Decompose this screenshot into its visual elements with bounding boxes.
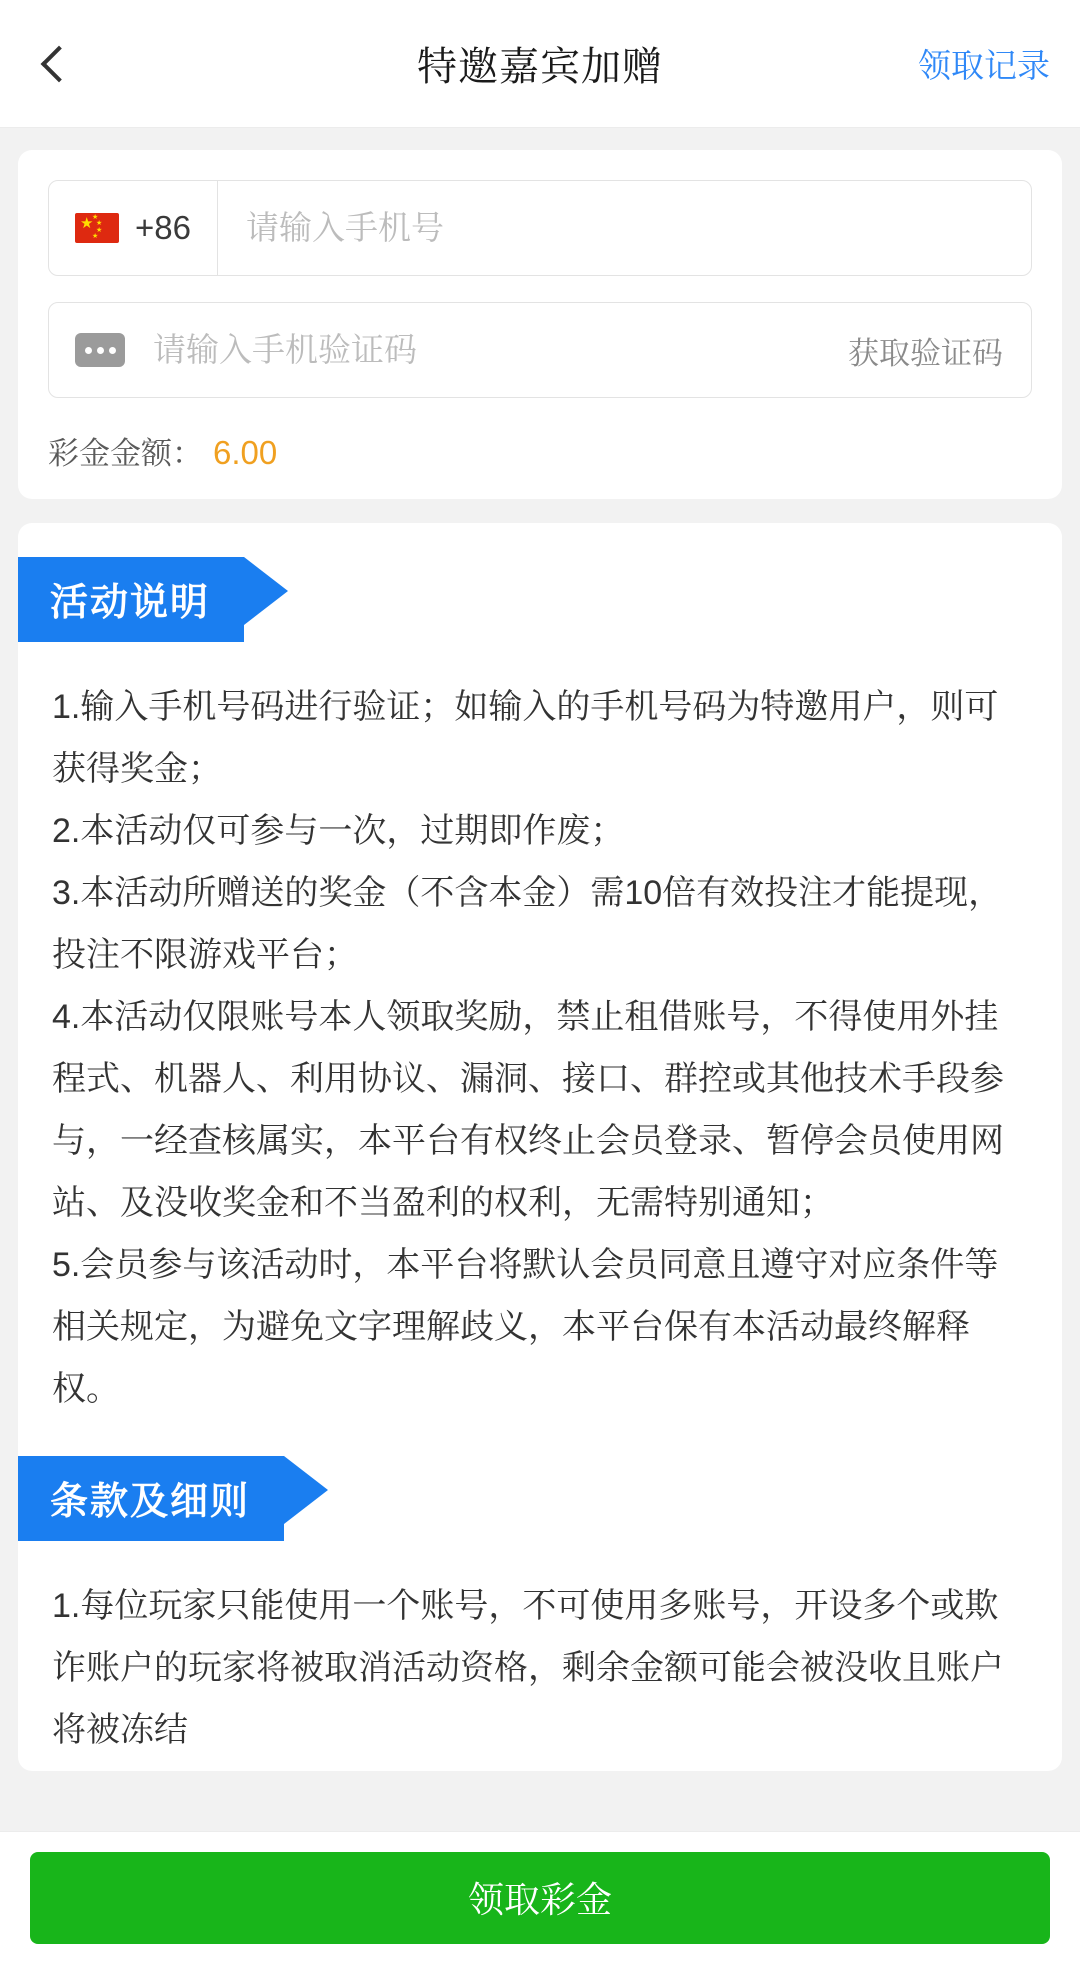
activity-rules-body — [18, 642, 1062, 1430]
rule-line: 5.会员参与该活动时，本平台将默认会员同意且遵守对应条件等相关规定，为避免文字理解歧义，本平台保有本活动最终解释权。 — [52, 1246, 999, 1408]
dots-icon — [75, 333, 125, 367]
claim-records-link[interactable]: 领取记录 — [918, 47, 1050, 84]
rules-card — [18, 523, 1062, 1771]
rule-line: 3.本活动所赠送的奖金（不含本金）需10倍有效投注才能提现，投注不限游戏平台； — [52, 874, 1003, 974]
china-flag-icon: ★ ★ ★ ★ ★ — [75, 213, 119, 243]
section-divider — [18, 1430, 1062, 1456]
verification-code-field-row[interactable] — [48, 302, 1032, 398]
terms-body — [18, 1541, 1062, 1771]
phone-field-row[interactable] — [48, 180, 1032, 276]
claim-form-card — [18, 150, 1062, 499]
terms-header — [18, 1456, 1062, 1541]
country-code-selector[interactable] — [49, 181, 218, 275]
bonus-amount-label: 彩金金额： — [48, 436, 203, 471]
bonus-amount-value: 6.00 — [213, 434, 278, 471]
rule-line: 1.输入手机号码进行验证；如输入的手机号码为特邀用户，则可获得奖金； — [52, 688, 999, 788]
chevron-left-icon — [41, 45, 78, 82]
scroll-fade — [0, 1805, 1080, 1831]
page-title: 特邀嘉宾加赠 — [417, 45, 663, 89]
activity-rules-header — [18, 557, 1062, 642]
get-code-button[interactable]: 获取验证码 — [848, 335, 1003, 371]
content-scroll-area[interactable] — [0, 128, 1080, 1831]
country-code-label: +86 — [135, 209, 191, 246]
rule-line: 4.本活动仅限账号本人领取奖励，禁止租借账号，不得使用外挂程式、机器人、利用协议、漏洞、接口、群控或其他技术手段参与，一经查核属实，本平台有权终止会员登录、暂停会员使用网站、及没收奖金和不当盈利的权利，无需特别通知； — [52, 998, 1004, 1222]
verification-code-input[interactable] — [125, 303, 838, 397]
phone-input[interactable] — [218, 181, 1031, 275]
rule-line: 2.本活动仅可参与一次，过期即作废； — [52, 812, 625, 850]
terms-line: 1.每位玩家只能使用一个账号，不可使用多账号，开设多个或欺诈账户的玩家将被取消活动资格，剩余金额可能会被没收且账户将被冻结 — [52, 1587, 1004, 1749]
back-button[interactable] — [0, 0, 110, 128]
section-title-activity: 活动说明 — [18, 557, 244, 642]
claim-bonus-button[interactable]: 领取彩金 — [30, 1852, 1050, 1944]
footer-bar — [0, 1831, 1080, 1963]
section-title-terms: 条款及细则 — [18, 1456, 284, 1541]
bonus-amount-row — [48, 428, 1032, 473]
header-bar — [0, 0, 1080, 128]
